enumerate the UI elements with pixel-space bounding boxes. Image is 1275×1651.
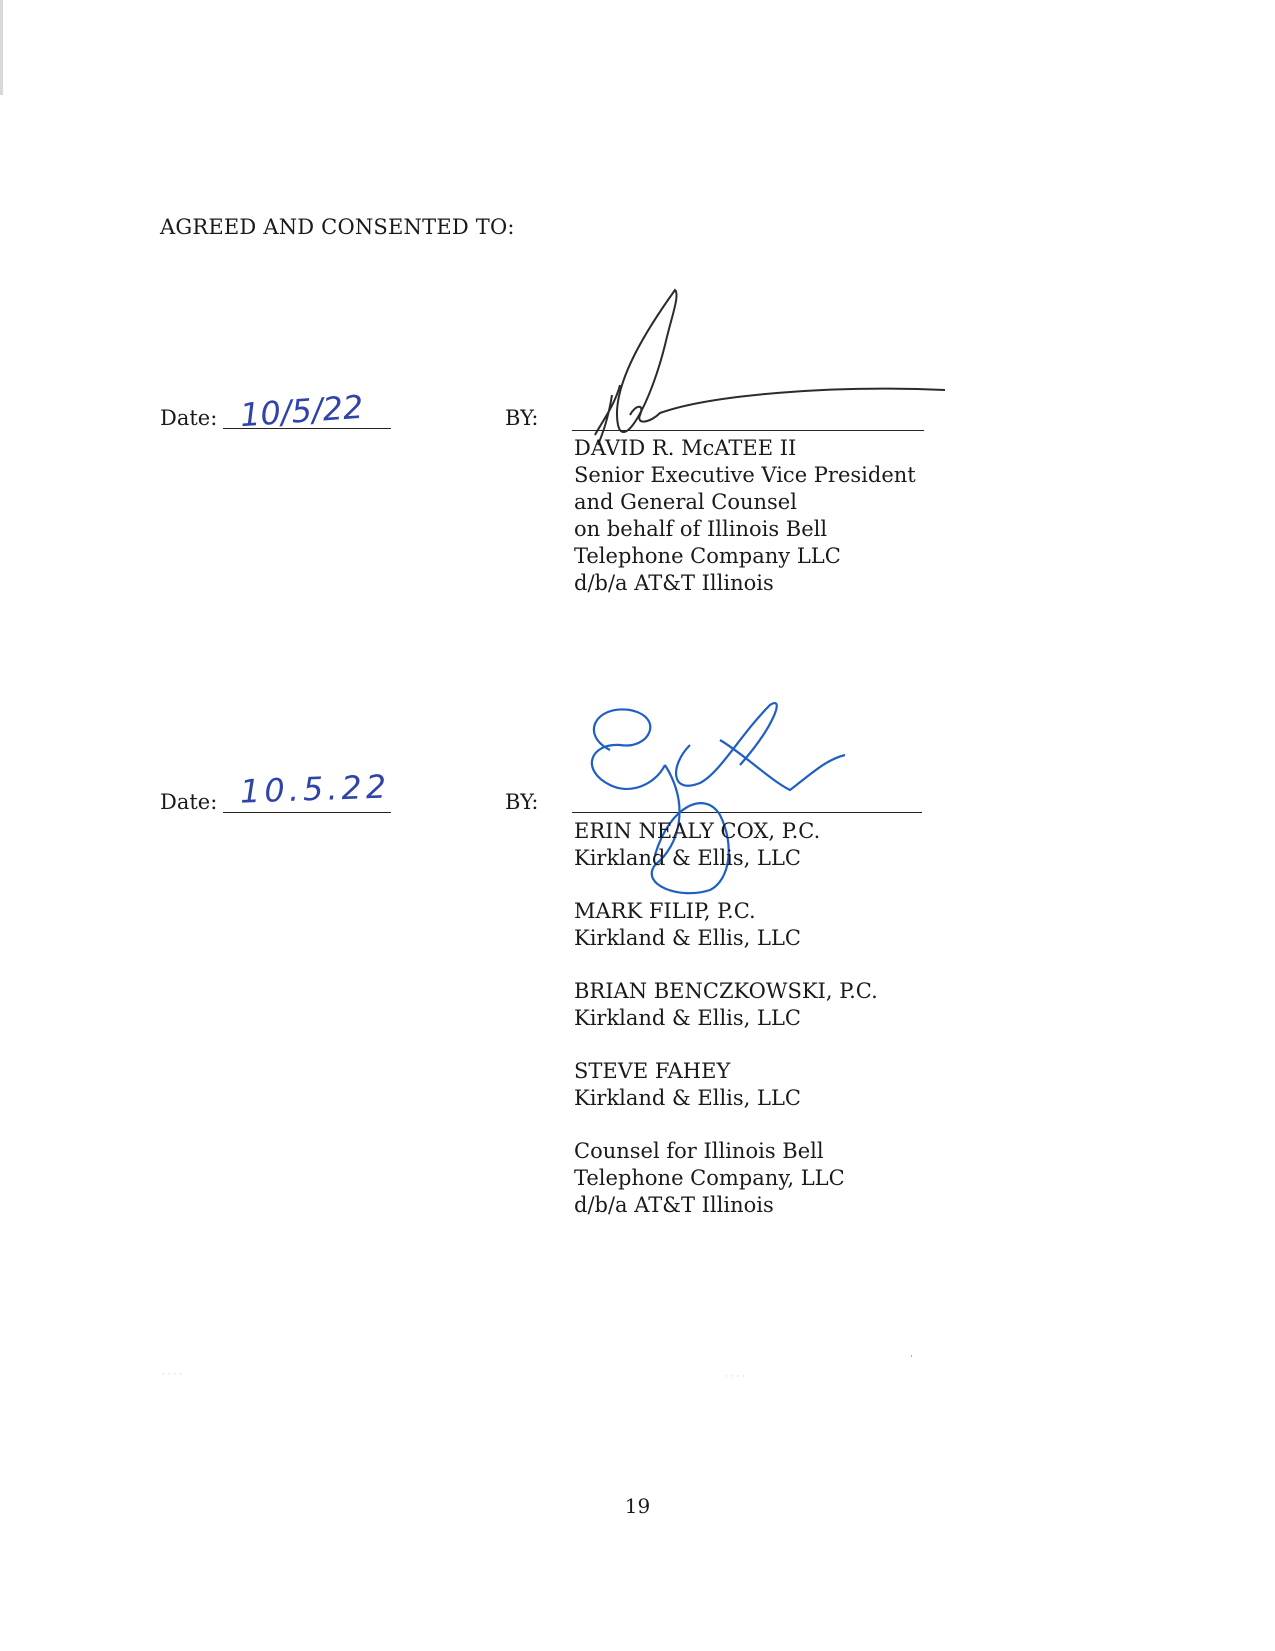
handwritten-date: 10.5.22 (239, 767, 391, 811)
signatory-company: Telephone Company LLC (574, 544, 841, 568)
scan-speck: · (910, 1352, 913, 1362)
page-number: 19 (624, 1494, 651, 1518)
counsel-for-line: Counsel for Illinois Bell (574, 1139, 824, 1163)
counsel-for-dba: d/b/a AT&T Illinois (574, 1193, 774, 1217)
date-line (223, 812, 391, 813)
date-label: Date: (160, 406, 218, 430)
signatory-title-cont: and General Counsel (574, 490, 797, 514)
counsel-details (574, 818, 878, 1219)
by-label: BY: (505, 790, 539, 814)
scan-speck: · · · · (162, 1370, 183, 1380)
counsel-for-company: Telephone Company, LLC (574, 1166, 845, 1190)
counsel-name-filip: MARK FILIP, P.C. (574, 899, 756, 923)
signatory-on-behalf: on behalf of Illinois Bell (574, 517, 828, 541)
counsel-firm: Kirkland & Ellis, LLC (574, 1006, 801, 1030)
counsel-name-benczkowski: BRIAN BENCZKOWSKI, P.C. (574, 979, 878, 1003)
agreement-heading: AGREED AND CONSENTED TO: (160, 215, 515, 239)
date-label: Date: (160, 790, 218, 814)
counsel-firm: Kirkland & Ellis, LLC (574, 1086, 801, 1110)
counsel-name-fahey: STEVE FAHEY (574, 1059, 731, 1083)
handwritten-date: 10/5/22 (238, 387, 365, 435)
signatory-details-mcatee (574, 435, 916, 597)
scan-edge-artifact (0, 0, 3, 95)
signatory-dba: d/b/a AT&T Illinois (574, 571, 774, 595)
scan-speck: · · · · (725, 1372, 746, 1382)
signatory-name: DAVID R. McATEE II (574, 436, 797, 460)
counsel-firm: Kirkland & Ellis, LLC (574, 926, 801, 950)
counsel-firm: Kirkland & Ellis, LLC (574, 846, 801, 870)
signatory-title: Senior Executive Vice President (574, 463, 916, 487)
by-label: BY: (505, 406, 539, 430)
signature-mcatee (590, 285, 950, 455)
counsel-name-cox: ERIN NEALY COX, P.C. (574, 819, 821, 843)
